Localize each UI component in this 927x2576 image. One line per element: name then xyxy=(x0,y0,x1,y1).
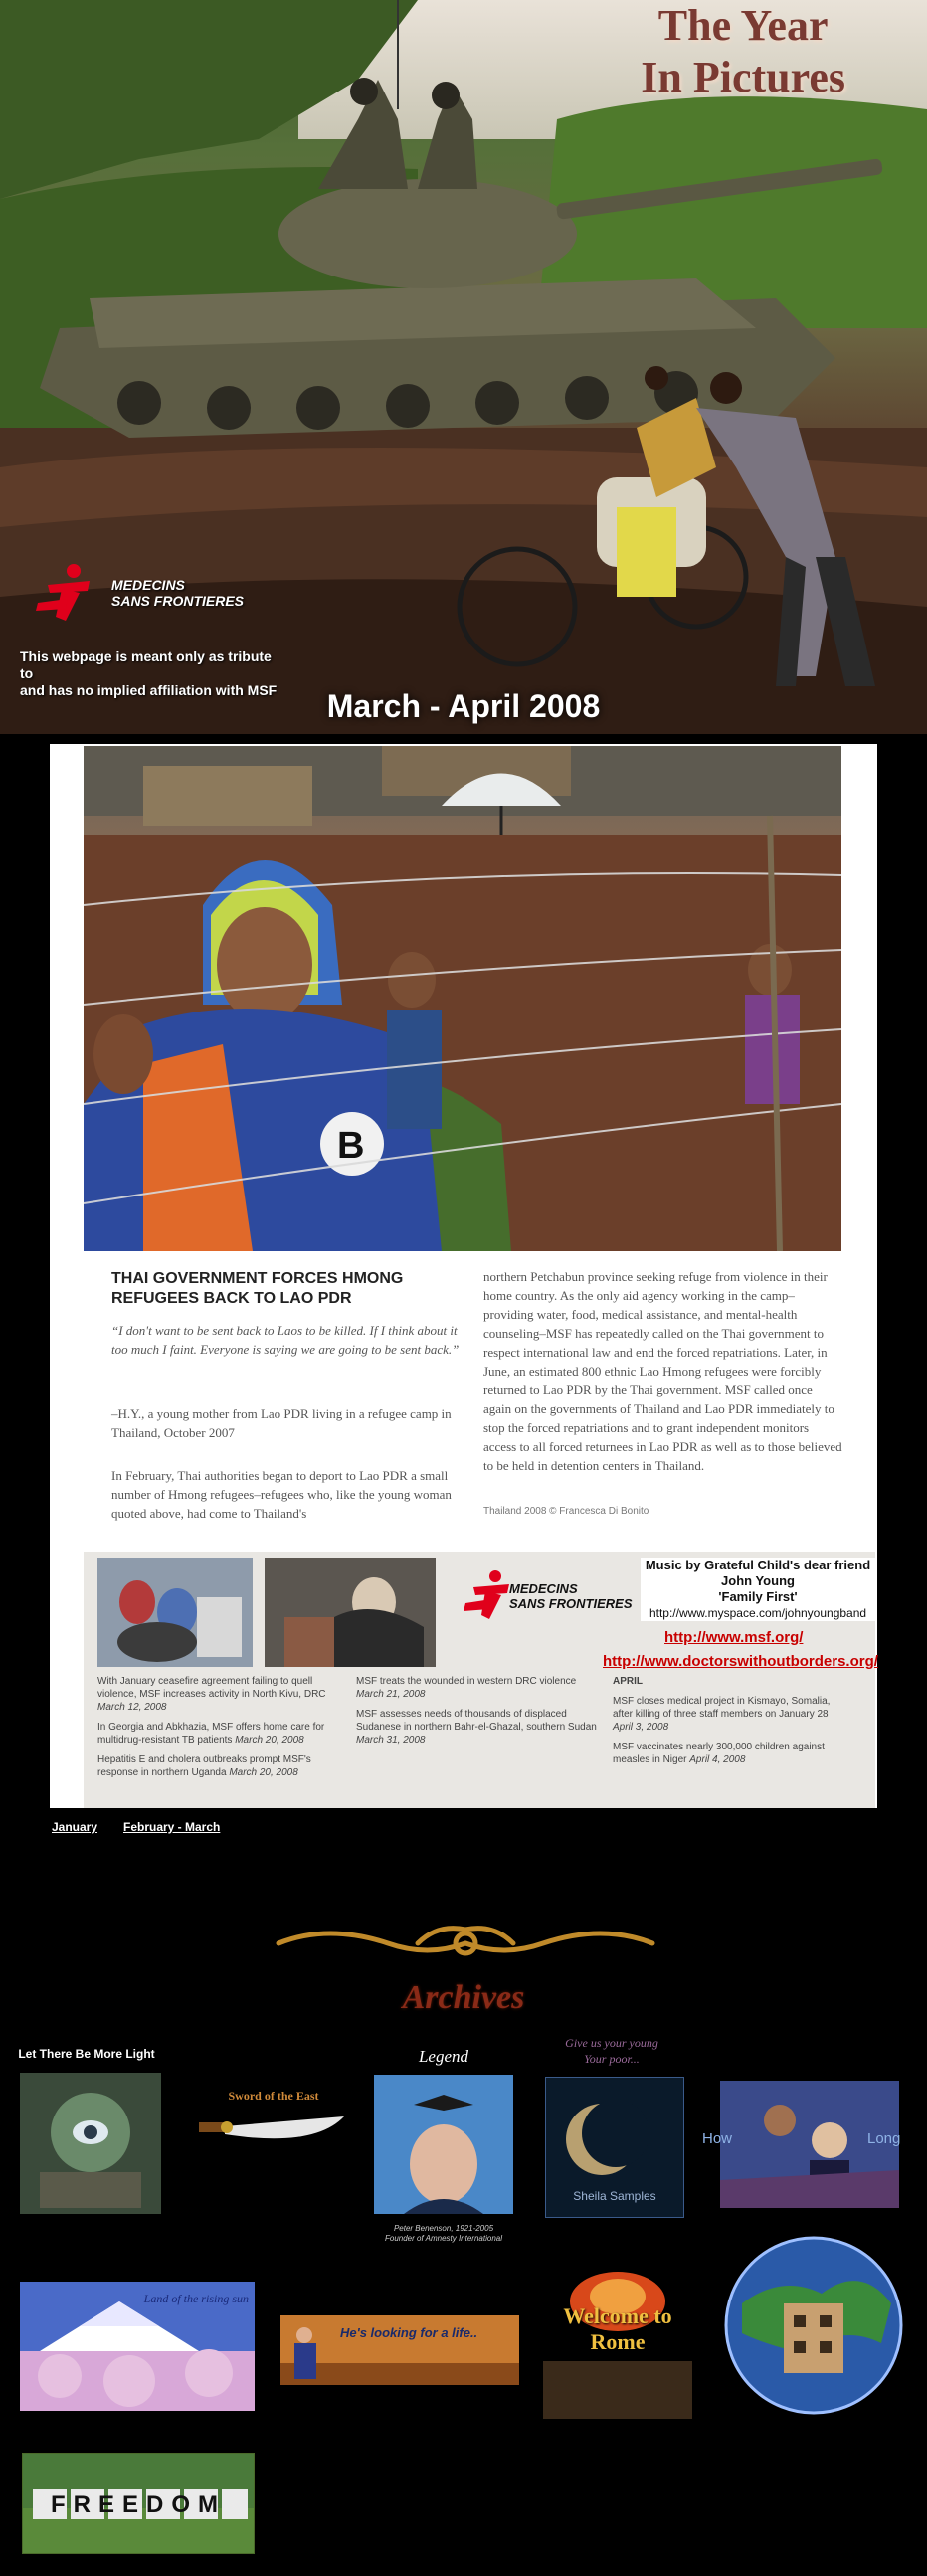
archives-title: Archives xyxy=(402,1979,525,2016)
msf-name-line2: SANS FRONTIERES xyxy=(111,593,245,609)
article-paragraph-2: northern Petchabun province seeking refuge from violence in their home country. As the only aid agency working in the camp–providing water, food, medical assistance, and mental-health counseling–MSF has repeatedly called on the Thai government to respect international law and end the forced repatriations. Later, in June, an estimated 800 ethnic Lao Hmong refugees were forcibly returned to Lao PDR by the Thai government. MSF called once again on the governments of Thailand and Lao PDR immediately to stop the forced repatriations and to grant independent monitors access to all forced returnees in Lao PDR as well as to those believed to be held in detention centers in Thailand. xyxy=(483,1269,842,1473)
music-credit xyxy=(641,1558,875,1621)
archive-rome-label xyxy=(543,2303,692,2355)
archive-rome-line1: Welcome to xyxy=(563,2303,672,2328)
news-item-text: In Georgia and Abkhazia, MSF offers home care for multidrug-resistant TB patients xyxy=(97,1722,325,1746)
archive-tile-more-light[interactable] xyxy=(20,2073,161,2214)
page-title-line1: The Year xyxy=(657,1,829,50)
archive-tile-rising-sun[interactable] xyxy=(20,2282,255,2411)
refugee-photo xyxy=(84,746,841,1251)
archive-rising-sun-label: Land of the rising sun xyxy=(143,2292,249,2305)
msf-name-line1: MEDECINS xyxy=(111,577,185,593)
news-item-date: March 20, 2008 xyxy=(229,1767,298,1778)
news-item xyxy=(97,1753,328,1779)
news-item-text: With January ceasefire agreement failing to quell violence, MSF increases activity in North Kivu, DRC xyxy=(97,1676,326,1700)
nav-link-january[interactable]: January xyxy=(52,1820,98,1834)
news-month-heading: APRIL xyxy=(613,1676,643,1687)
nav-link-february-march[interactable]: February - March xyxy=(123,1820,221,1834)
news-item-text: MSF closes medical project in Kismayo, Somalia, after killing of three staff members on January 28 xyxy=(613,1696,831,1720)
archive-tile-legend[interactable] xyxy=(374,2075,513,2214)
music-line1: Music by Grateful Child's dear friend xyxy=(645,1558,871,1572)
msf-logo xyxy=(28,563,286,628)
news-item-date: March 21, 2008 xyxy=(356,1689,426,1700)
news-item xyxy=(613,1741,841,1766)
news-item-date: March 12, 2008 xyxy=(97,1702,167,1713)
news-item-date: April 3, 2008 xyxy=(613,1722,669,1733)
archive-tile-sheila-label: Sheila Samples xyxy=(573,2189,656,2203)
ornament-divider-icon xyxy=(269,1920,662,1967)
archive-tile-looking-for-life[interactable] xyxy=(280,2315,519,2385)
news-thumb-2 xyxy=(265,1558,436,1667)
news-item-date: March 20, 2008 xyxy=(235,1735,304,1746)
article-paragraph-1: In February, Thai authorities began to deport to Lao PDR a small number of Hmong refugees–refugees who, like the young woman quoted above, had come to Thailand's xyxy=(111,1468,452,1521)
news-item xyxy=(97,1721,328,1747)
news-item-text: Hepatitis E and cholera outbreaks prompt MSF's response in northern Uganda xyxy=(97,1754,311,1778)
article-headline xyxy=(111,1269,440,1309)
archive-looking-label: He's looking for a life.. xyxy=(340,2325,478,2340)
tribute-line2: and has no implied affiliation with MSF xyxy=(20,682,278,698)
news-item-text: MSF assesses needs of thousands of displaced Sudanese in northern Bahr-el-Ghazal, southern Sudan xyxy=(356,1709,597,1733)
archive-caption-3: Legend xyxy=(418,2047,469,2066)
news-item xyxy=(613,1695,841,1734)
msf-news-name-line1: MEDECINS xyxy=(509,1581,578,1596)
msf-running-man-icon xyxy=(28,563,107,623)
page-title xyxy=(641,0,845,103)
dwb-link[interactable]: http://www.doctorswithoutborders.org/ xyxy=(603,1653,878,1670)
tribute-line1: This webpage is meant only as tribute to xyxy=(20,648,272,681)
archive-long-word: Long xyxy=(867,2130,901,2147)
article-quote: “I don't want to be sent back to Laos to be killed. If I think about it too much I faint. Everyone is saying we are going to be sent back.” xyxy=(111,1323,460,1357)
news-item-text: MSF vaccinates nearly 300,000 children against measles in Niger xyxy=(613,1742,825,1765)
msf-news-name xyxy=(509,1581,633,1611)
music-url[interactable]: http://www.myspace.com/johnyoungband xyxy=(649,1606,867,1620)
archive-tile-globe[interactable] xyxy=(722,2234,905,2417)
hero-banner xyxy=(0,0,927,734)
page-title-line2: In Pictures xyxy=(641,53,845,101)
music-line2: John Young xyxy=(721,1573,795,1588)
news-item xyxy=(356,1675,601,1701)
headline-line2: REFUGEES BACK TO LAO PDR xyxy=(111,1290,352,1307)
quote-attribution: –H.Y., a young mother from Lao PDR living in a refugee camp in Thailand, October 2007 xyxy=(111,1406,452,1440)
news-column-3 xyxy=(613,1675,841,1773)
archive-tile-sword[interactable] xyxy=(195,2109,348,2148)
archive-legend-sub2: Founder of Amnesty International xyxy=(385,2234,502,2243)
msf-news-name-line2: SANS FRONTIERES xyxy=(509,1596,633,1611)
archive-rome-line2: Rome xyxy=(590,2329,646,2354)
archive-tile-rome[interactable] xyxy=(543,2252,692,2419)
feature-card xyxy=(50,744,877,1808)
archive-tile-freedom[interactable] xyxy=(22,2453,255,2554)
archive-freedom-label: FREEDOM xyxy=(51,2491,226,2518)
archive-caption-4-line1: Give us your young xyxy=(565,2036,658,2050)
archive-caption-2: Sword of the East xyxy=(228,2089,319,2103)
archive-caption-1: Let There Be More Light xyxy=(18,2047,155,2061)
news-panel xyxy=(84,1552,878,1808)
photo-credit: Thailand 2008 © Francesca Di Bonito xyxy=(483,1506,649,1517)
archive-legend-subtitle xyxy=(344,2224,543,2244)
jacket-letter: B xyxy=(337,1125,365,1167)
news-item-date: March 31, 2008 xyxy=(356,1735,426,1746)
news-column-2 xyxy=(356,1675,601,1753)
music-line3: 'Family First' xyxy=(718,1589,798,1604)
archive-legend-sub1: Peter Benenson, 1921-2005 xyxy=(393,2224,494,2233)
news-column-1 xyxy=(97,1675,328,1786)
news-item-date: April 4, 2008 xyxy=(689,1754,746,1765)
archive-caption-4-line2: Your poor... xyxy=(584,2052,640,2066)
msf-link[interactable]: http://www.msf.org/ xyxy=(664,1629,804,1646)
news-thumb-1 xyxy=(97,1558,253,1667)
refugee-photo-art xyxy=(84,746,841,1251)
news-item-text: MSF treats the wounded in western DRC violence xyxy=(356,1676,577,1687)
news-item xyxy=(356,1708,601,1747)
headline-line1: THAI GOVERNMENT FORCES HMONG xyxy=(111,1270,404,1287)
archive-tile-sheila[interactable] xyxy=(545,2077,684,2218)
date-range: March - April 2008 xyxy=(326,688,601,724)
archive-caption-4 xyxy=(537,2035,686,2067)
archive-how-word: How xyxy=(702,2130,733,2147)
news-item xyxy=(97,1675,328,1714)
